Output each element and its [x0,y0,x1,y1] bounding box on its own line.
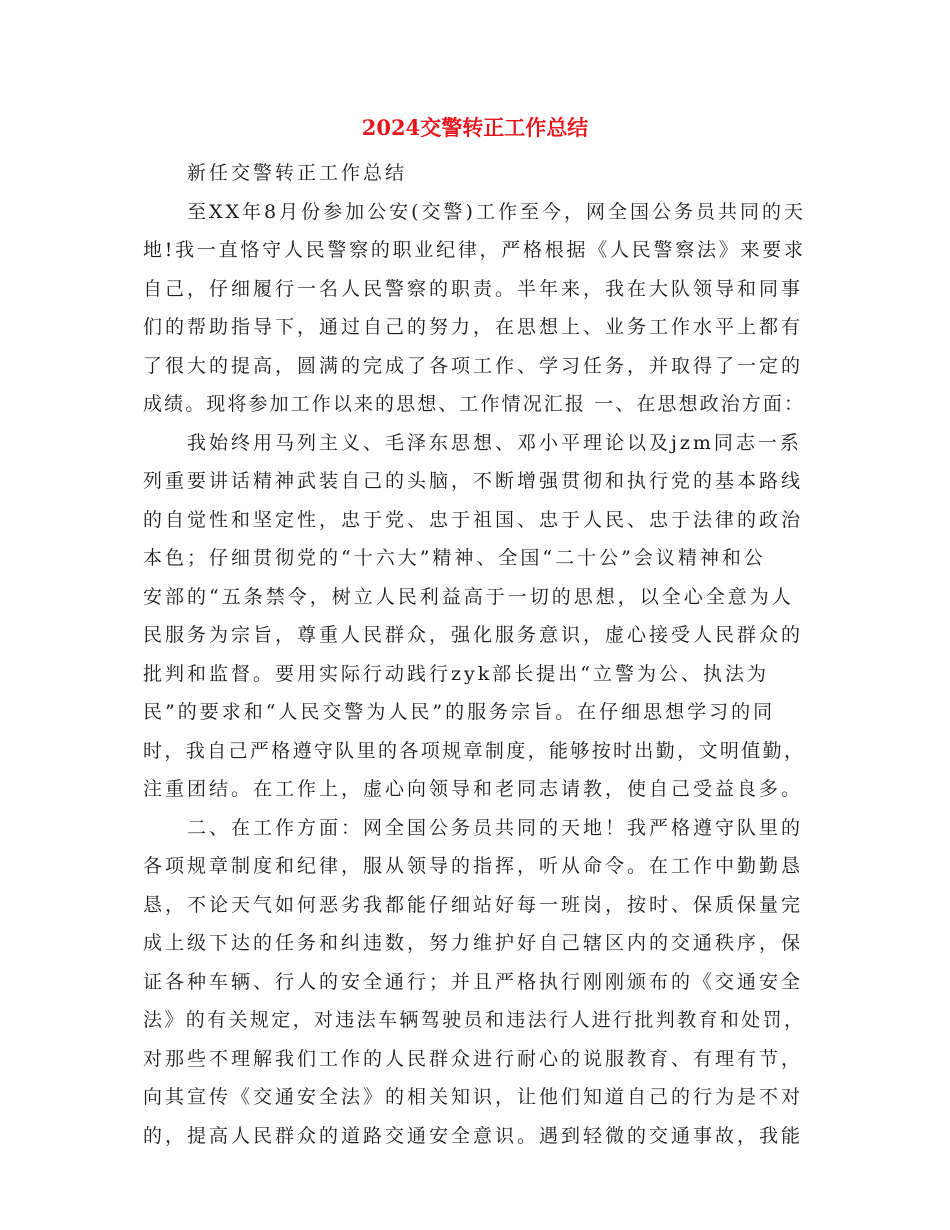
paragraph-line: 我始终用马列主义、毛泽东思想、邓小平理论以及jzm同志一系 [187,431,802,454]
paragraph-line: 法》的有关规定，对违法车辆驾驶员和违法行人进行批判教育和处罚， [143,1009,806,1031]
paragraph-line: 民服务为宗旨，尊重人民群众，强化服务意识，虚心接受人民群众的 [143,624,804,646]
paragraph-line: 的，提高人民群众的道路交通安全意识。遇到轻微的交通事故，我能 [143,1124,804,1147]
paragraph-line: 注重团结。在工作上，虚心向领导和老同志请教，使自己受益良多。 [143,778,804,800]
paragraph-line: 证各种车辆、行人的安全通行；并且严格执行刚刚颁布的《交通安全 [143,970,804,993]
paragraph-line: 各项规章制度和纪律，服从领导的指挥，听从命令。在工作中勤勤恳 [143,855,804,877]
paragraph-line: 自己，仔细履行一名人民警察的职责。半年来，我在大队领导和同事 [143,277,804,300]
paragraph-line: 地!我一直恪守人民警察的职业纪律，严格根据《人民警察法》来要求 [143,239,806,261]
paragraph-line: 列重要讲话精神武装自己的头脑，不断增强贯彻和执行党的基本路线 [143,470,804,492]
paragraph-line: 至XX年8月份参加公安(交警)工作至今，网全国公务员共同的天 [187,200,806,223]
document-title: 2024交警转正工作总结 [361,115,589,140]
paragraph-line: 安部的“五条禁令，树立人民利益高于一切的思想，以全心全意为人 [143,585,794,608]
document-body [143,154,806,1155]
paragraph-line: 成上级下达的任务和纠违数，努力维护好自己辖区内的交通秩序，保 [143,932,804,954]
paragraph-line: 的自觉性和坚定性，忠于党、忠于祖国、忠于人民、忠于法律的政治 [143,508,804,531]
paragraph-line: 向其宣传《交通安全法》的相关知识，让他们知道自己的行为是不对 [143,1086,804,1108]
paragraph-line: 时，我自己严格遵守队里的各项规章制度，能够按时出勤，文明值勤， [143,739,806,762]
paragraph-line: 成绩。现将参加工作以来的思想、工作情况汇报 一、在思想政治方面： [143,393,806,415]
paragraph-line: 们的帮助指导下，通过自己的努力，在思想上、业务工作水平上都有 [143,316,804,338]
paragraph-line: 了很大的提高，圆满的完成了各项工作、学习任务，并取得了一定的 [143,354,804,377]
paragraph-line: 恳，不论天气如何恶劣我都能仔细站好每一班岗，按时、保质保量完 [143,893,804,916]
paragraph-line: 对那些不理解我们工作的人民群众进行耐心的说服教育、有理有节， [143,1047,804,1070]
paragraph-line: 二、在工作方面：网全国公务员共同的天地！我严格遵守队里的 [187,816,804,839]
paragraph-line: 新任交警转正工作总结 [187,162,408,184]
paragraph-line: 民”的要求和“人民交警为人民”的服务宗旨。在仔细思想学习的同 [143,701,776,723]
paragraph-line: 本色；仔细贯彻党的“十六大”精神、全国“二十公”会议精神和公 [143,547,766,569]
paragraph-line: 批判和监督。要用实际行动践行zyk部长提出“立警为公、执法为 [143,662,769,685]
